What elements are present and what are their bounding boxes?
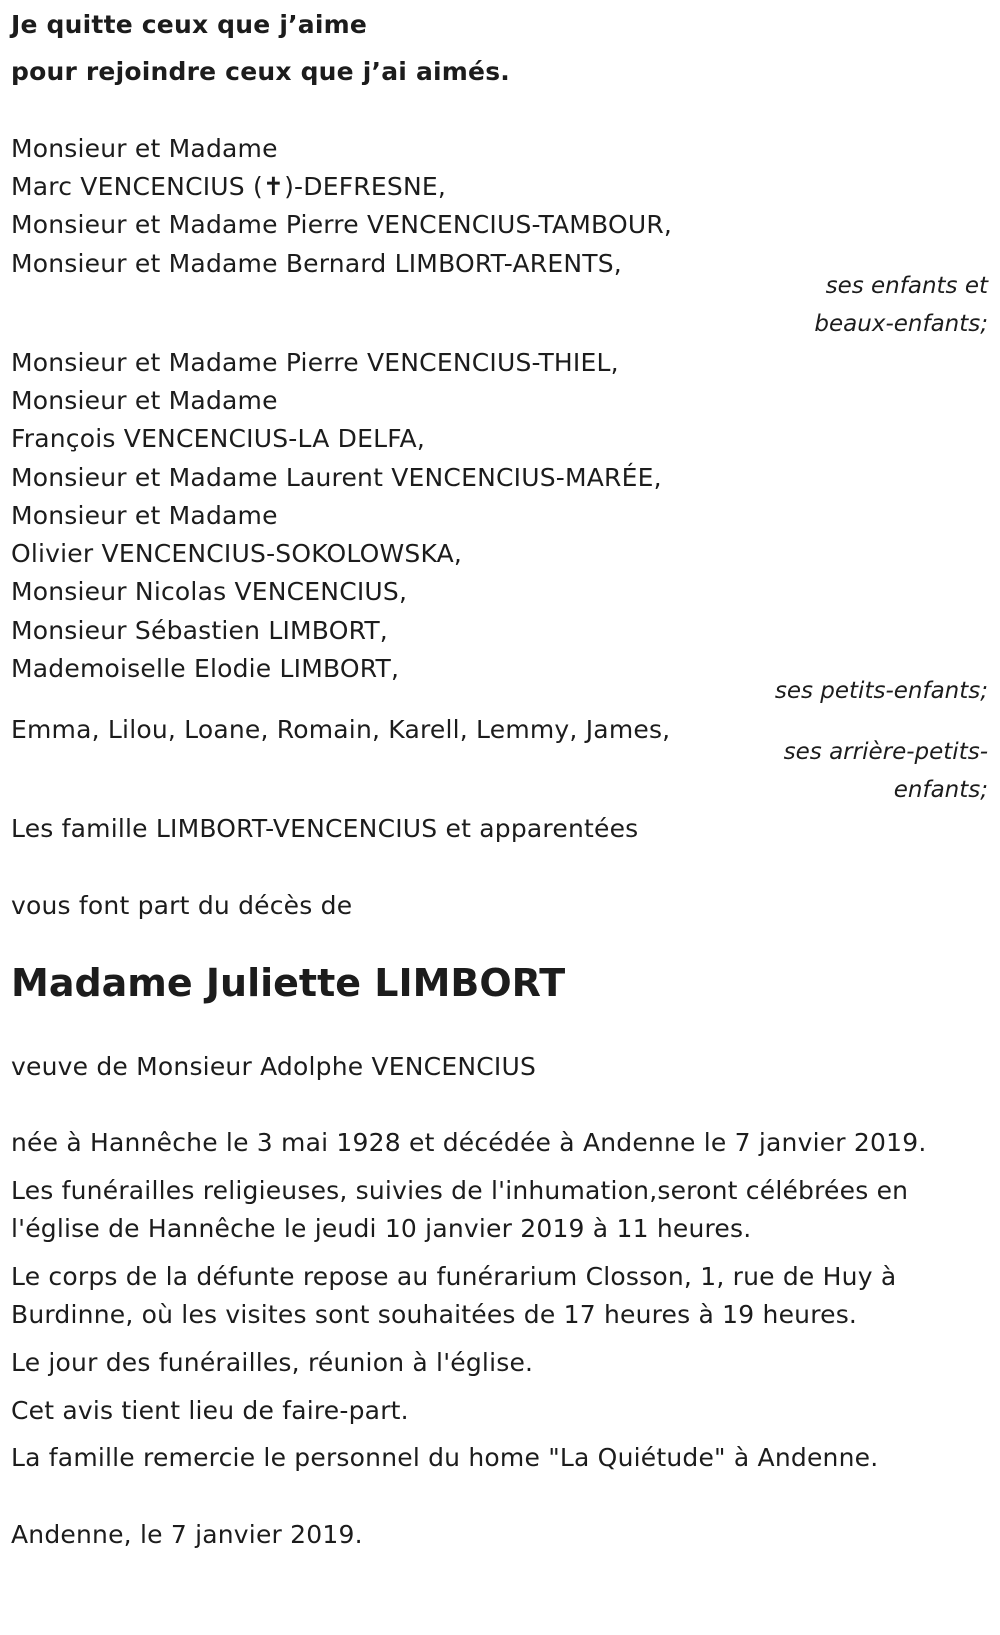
grandchildren-line: Monsieur Nicolas VENCENCIUS,: [11, 577, 408, 606]
great-grandchildren-line: Emma, Lilou, Loane, Romain, Karell, Lemmy, James,: [11, 715, 671, 744]
children-line: Monsieur et Madame Pierre VENCENCIUS-TAMBOUR,: [11, 210, 673, 239]
deceased-name: Madame Juliette LIMBORT: [11, 961, 566, 1005]
families-line: Les famille LIMBORT-VENCENCIUS et apparentées: [11, 814, 639, 843]
epigraph-line-1: Je quitte ceux que j’aime: [11, 10, 368, 39]
grandchildren-line: Monsieur et Madame: [11, 386, 278, 415]
body-line: Les funérailles religieuses, suivies de l'inhumation,seront célébrées en: [11, 1176, 909, 1205]
grandchildren-line: Olivier VENCENCIUS-SOKOLOWSKA,: [11, 539, 463, 568]
body-line: Cet avis tient lieu de faire-part.: [11, 1396, 409, 1425]
body-line: Burdinne, où les visites sont souhaitées de 17 heures à 19 heures.: [11, 1300, 858, 1329]
children-role: ses enfants et: [825, 273, 988, 299]
children-line: Monsieur et Madame Bernard LIMBORT-ARENTS,: [11, 249, 622, 278]
great-grandchildren-role: ses arrière-petits-: [783, 739, 988, 765]
grandchildren-line: François VENCENCIUS-LA DELFA,: [11, 424, 425, 453]
children-role: beaux-enfants;: [814, 311, 988, 337]
body-line: l'église de Hannêche le jeudi 10 janvier 2019 à 11 heures.: [11, 1214, 752, 1243]
grandchildren-role: ses petits-enfants;: [774, 678, 988, 704]
grandchildren-line: Monsieur et Madame: [11, 501, 278, 530]
great-grandchildren-role: enfants;: [893, 777, 988, 803]
announcement-line: vous font part du décès de: [11, 891, 353, 920]
body-line: Le jour des funérailles, réunion à l'église.: [11, 1348, 534, 1377]
body-line: née à Hannêche le 3 mai 1928 et décédée à Andenne le 7 janvier 2019.: [11, 1128, 927, 1157]
children-line: Monsieur et Madame: [11, 134, 278, 163]
body-line: La famille remercie le personnel du home "La Quiétude" à Andenne.: [11, 1443, 879, 1472]
grandchildren-line: Monsieur Sébastien LIMBORT,: [11, 616, 388, 645]
grandchildren-line: Mademoiselle Elodie LIMBORT,: [11, 654, 400, 683]
widow-of-line: veuve de Monsieur Adolphe VENCENCIUS: [11, 1052, 537, 1081]
body-line: Le corps de la défunte repose au funérarium Closson, 1, rue de Huy à: [11, 1262, 897, 1291]
grandchildren-line: Monsieur et Madame Pierre VENCENCIUS-THIEL,: [11, 348, 619, 377]
grandchildren-line: Monsieur et Madame Laurent VENCENCIUS-MARÉE,: [11, 463, 662, 492]
epigraph-line-2: pour rejoindre ceux que j’ai aimés.: [11, 57, 510, 86]
signature-line: Andenne, le 7 janvier 2019.: [11, 1520, 363, 1549]
children-line: Marc VENCENCIUS (✝)-DEFRESNE,: [11, 172, 446, 201]
